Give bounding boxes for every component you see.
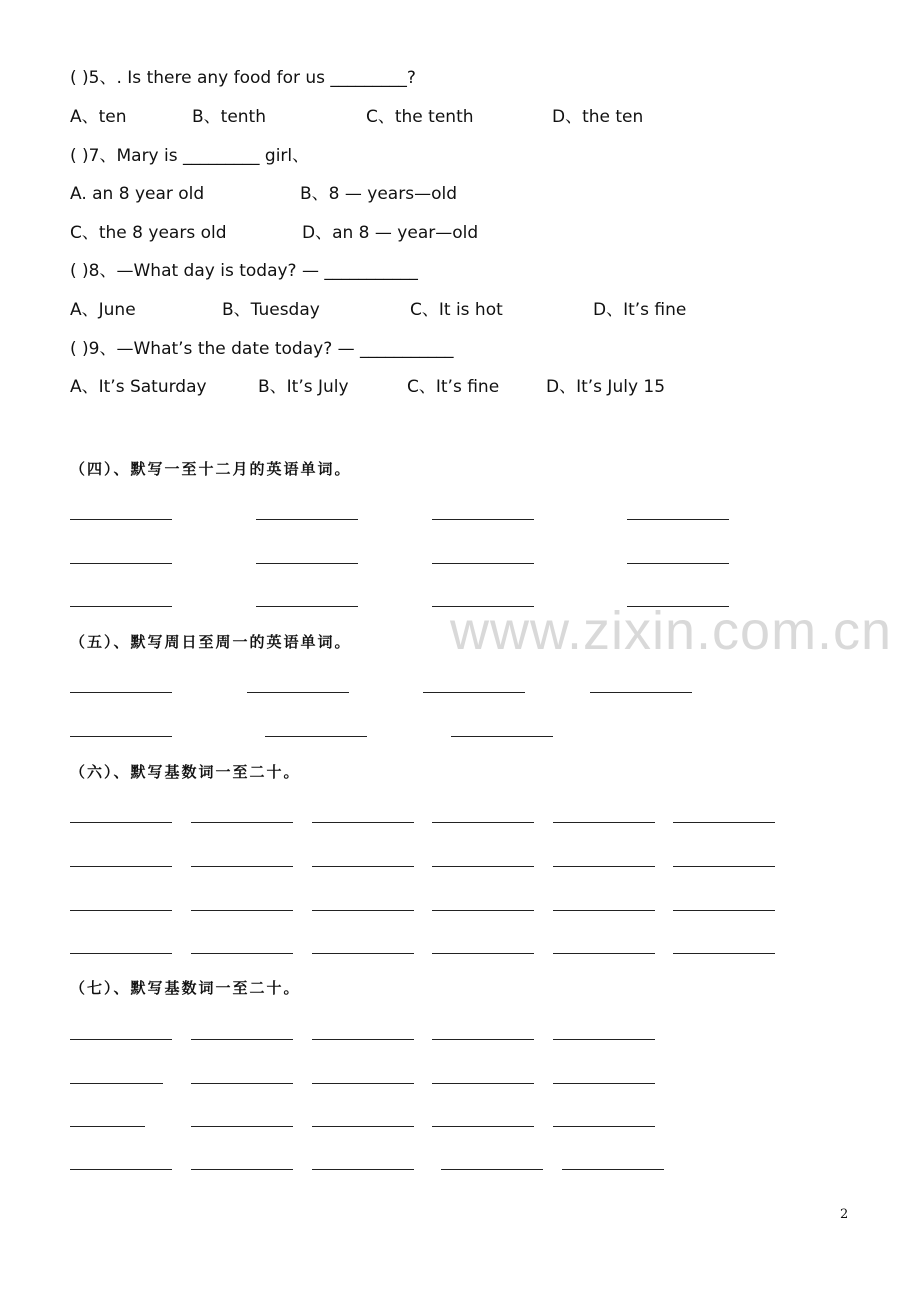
answer-blank[interactable] (70, 692, 172, 693)
section-4-heading: （四）、默写一至十二月的英语单词。 (70, 460, 352, 478)
answer-blank[interactable] (70, 1083, 163, 1084)
answer-blank[interactable] (562, 1169, 664, 1170)
answer-blank[interactable] (312, 1126, 414, 1127)
answer-blank[interactable] (432, 1083, 534, 1084)
answer-blank[interactable] (432, 563, 534, 564)
answer-blank[interactable] (553, 1083, 655, 1084)
answer-blank[interactable] (312, 822, 414, 823)
answer-blank[interactable] (70, 736, 172, 737)
question-5-option-a: A、ten (70, 107, 127, 127)
answer-blank[interactable] (265, 736, 367, 737)
answer-blank[interactable] (432, 1126, 534, 1127)
answer-blank[interactable] (191, 1169, 293, 1170)
answer-blank[interactable] (432, 953, 534, 954)
answer-blank[interactable] (673, 910, 775, 911)
question-5-option-c: C、the tenth (366, 107, 474, 127)
answer-blank[interactable] (432, 519, 534, 520)
answer-blank[interactable] (70, 1126, 145, 1127)
answer-blank[interactable] (256, 563, 358, 564)
answer-blank[interactable] (70, 519, 172, 520)
question-8-stem: ( )8、—What day is today? — ___________ (70, 261, 418, 281)
answer-blank[interactable] (451, 736, 553, 737)
answer-blank[interactable] (70, 953, 172, 954)
watermark: www.zixin.com.cn (450, 601, 893, 661)
question-9-stem: ( )9、—What’s the date today? — ___________ (70, 339, 454, 359)
question-7-option-b: B、8 — years—old (300, 184, 457, 204)
answer-blank[interactable] (70, 866, 172, 867)
question-9-option-b: B、It’s July (258, 377, 349, 397)
section-7-heading: （七）、默写基数词一至二十。 (70, 979, 301, 997)
answer-blank[interactable] (191, 822, 293, 823)
question-5-option-b: B、tenth (192, 107, 267, 127)
answer-blank[interactable] (247, 692, 349, 693)
question-5-stem: ( )5、. Is there any food for us _________? (70, 68, 416, 88)
section-5-heading: （五）、默写周日至周一的英语单词。 (70, 633, 352, 651)
answer-blank[interactable] (423, 692, 525, 693)
answer-blank[interactable] (191, 910, 293, 911)
question-9-option-a: A、It’s Saturday (70, 377, 207, 397)
answer-blank[interactable] (191, 953, 293, 954)
answer-blank[interactable] (590, 692, 692, 693)
answer-blank[interactable] (432, 822, 534, 823)
answer-blank[interactable] (553, 1126, 655, 1127)
question-8-option-b: B、Tuesday (222, 300, 320, 320)
question-8-option-c: C、It is hot (410, 300, 503, 320)
question-8-option-a: A、June (70, 300, 136, 320)
answer-blank[interactable] (70, 606, 172, 607)
answer-blank[interactable] (553, 910, 655, 911)
answer-blank[interactable] (627, 519, 729, 520)
answer-blank[interactable] (191, 1039, 293, 1040)
question-7-option-d: D、an 8 — year—old (302, 223, 479, 243)
answer-blank[interactable] (432, 866, 534, 867)
answer-blank[interactable] (673, 866, 775, 867)
answer-blank[interactable] (553, 822, 655, 823)
answer-blank[interactable] (312, 1169, 414, 1170)
answer-blank[interactable] (673, 822, 775, 823)
answer-blank[interactable] (553, 866, 655, 867)
question-7-option-c: C、the 8 years old (70, 223, 227, 243)
answer-blank[interactable] (441, 1169, 543, 1170)
answer-blank[interactable] (432, 910, 534, 911)
question-8-option-d: D、It’s fine (593, 300, 687, 320)
answer-blank[interactable] (673, 953, 775, 954)
answer-blank[interactable] (627, 563, 729, 564)
answer-blank[interactable] (256, 606, 358, 607)
answer-blank[interactable] (70, 1039, 172, 1040)
answer-blank[interactable] (432, 1039, 534, 1040)
answer-blank[interactable] (553, 1039, 655, 1040)
section-6-heading: （六）、默写基数词一至二十。 (70, 763, 301, 781)
answer-blank[interactable] (312, 866, 414, 867)
answer-blank[interactable] (70, 910, 172, 911)
answer-blank[interactable] (70, 822, 172, 823)
question-9-option-d: D、It’s July 15 (546, 377, 666, 397)
answer-blank[interactable] (312, 953, 414, 954)
answer-blank[interactable] (191, 1126, 293, 1127)
answer-blank[interactable] (312, 1039, 414, 1040)
answer-blank[interactable] (70, 563, 172, 564)
answer-blank[interactable] (191, 866, 293, 867)
question-9-option-c: C、It’s fine (407, 377, 500, 397)
answer-blank[interactable] (312, 1083, 414, 1084)
question-7-stem: ( )7、Mary is _________ girl、 (70, 146, 310, 166)
answer-blank[interactable] (70, 1169, 172, 1170)
question-5-option-d: D、the ten (552, 107, 644, 127)
answer-blank[interactable] (553, 953, 655, 954)
page-number: 2 (840, 1207, 849, 1222)
question-7-option-a: A. an 8 year old (70, 184, 205, 204)
answer-blank[interactable] (256, 519, 358, 520)
answer-blank[interactable] (191, 1083, 293, 1084)
answer-blank[interactable] (312, 910, 414, 911)
